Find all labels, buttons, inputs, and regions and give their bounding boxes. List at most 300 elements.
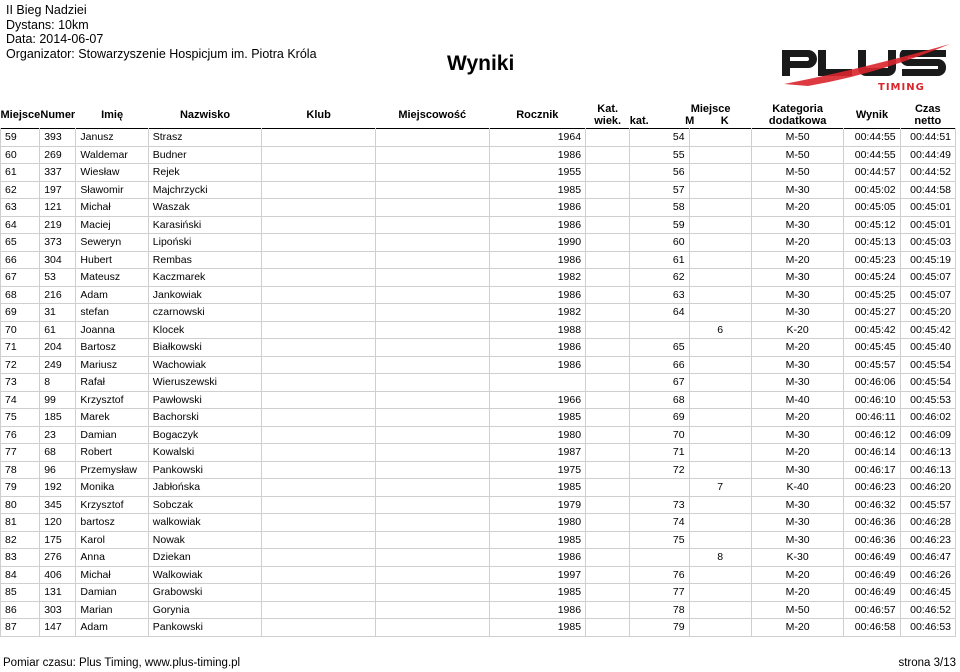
cell-place: 74 (1, 391, 40, 409)
cell-city (375, 584, 489, 602)
cell-city (375, 461, 489, 479)
cell-age-category (586, 531, 630, 549)
cell-net-time: 00:45:53 (900, 391, 955, 409)
cell-category-place-k (689, 444, 751, 462)
cell-category-place-m: 65 (630, 339, 689, 357)
cell-extra-category: M-30 (751, 514, 843, 532)
table-header (1, 102, 956, 129)
cell-number: 303 (40, 601, 76, 619)
cell-last-name: Grabowski (148, 584, 262, 602)
cell-first-name: Mariusz (76, 356, 148, 374)
cell-place: 85 (1, 584, 40, 602)
cell-year: 1980 (489, 426, 586, 444)
cell-net-time: 00:45:54 (900, 356, 955, 374)
cell-category-place-m: 59 (630, 216, 689, 234)
cell-number: 121 (40, 199, 76, 217)
cell-extra-category: M-30 (751, 461, 843, 479)
cell-category-place-m: 71 (630, 444, 689, 462)
cell-extra-category: M-50 (751, 146, 843, 164)
cell-net-time: 00:45:54 (900, 374, 955, 392)
cell-year: 1986 (489, 356, 586, 374)
results-table (0, 102, 956, 637)
cell-first-name: Krzysztof (76, 496, 148, 514)
cell-year: 1975 (489, 461, 586, 479)
table-row (1, 251, 956, 269)
cell-place: 84 (1, 566, 40, 584)
cell-last-name: Majchrzycki (148, 181, 262, 199)
cell-city (375, 566, 489, 584)
cell-last-name: Wachowiak (148, 356, 262, 374)
cell-category-place-m (630, 321, 689, 339)
cell-age-category (586, 461, 630, 479)
cell-first-name: Rafał (76, 374, 148, 392)
cell-category-place-m: 54 (630, 129, 689, 147)
cell-place: 82 (1, 531, 40, 549)
cell-year: 1979 (489, 496, 586, 514)
cell-net-time: 00:45:19 (900, 251, 955, 269)
cell-extra-category: M-50 (751, 129, 843, 147)
cell-net-time: 00:45:01 (900, 199, 955, 217)
cell-last-name: Nowak (148, 531, 262, 549)
cell-category-place-k (689, 374, 751, 392)
col-number: Numer (40, 109, 76, 121)
event-name: II Bieg Nadziei (6, 3, 87, 17)
cell-number: 219 (40, 216, 76, 234)
cell-year: 1988 (489, 321, 586, 339)
cell-result: 00:45:25 (844, 286, 900, 304)
cell-club (262, 531, 376, 549)
cell-age-category (586, 146, 630, 164)
cell-place: 62 (1, 181, 40, 199)
cell-result: 00:46:12 (844, 426, 900, 444)
cell-category-place-k (689, 181, 751, 199)
cell-category-place-k (689, 339, 751, 357)
cell-category-place-k (689, 584, 751, 602)
cell-result: 00:46:11 (844, 409, 900, 427)
cell-first-name: Robert (76, 444, 148, 462)
cell-result: 00:46:23 (844, 479, 900, 497)
cell-city (375, 479, 489, 497)
page-title: Wyniki (447, 52, 515, 75)
cell-extra-category: M-20 (751, 199, 843, 217)
col-age-category-line1: Kat. (597, 103, 619, 115)
cell-category-place-m: 60 (630, 234, 689, 252)
cell-place: 87 (1, 619, 40, 637)
cell-category-place-m: 78 (630, 601, 689, 619)
table-row (1, 514, 956, 532)
cell-net-time: 00:45:03 (900, 234, 955, 252)
cell-category-place-k (689, 269, 751, 287)
cell-club (262, 619, 376, 637)
table-row (1, 164, 956, 182)
cell-category-place-m: 66 (630, 356, 689, 374)
col-first-name: Imię (101, 109, 124, 121)
cell-club (262, 426, 376, 444)
cell-club (262, 514, 376, 532)
col-category-place-title: Miejsce (690, 103, 731, 115)
cell-city (375, 426, 489, 444)
cell-club (262, 146, 376, 164)
cell-age-category (586, 286, 630, 304)
cell-club (262, 461, 376, 479)
cell-category-place-k (689, 566, 751, 584)
cell-first-name: Damian (76, 426, 148, 444)
cell-age-category (586, 181, 630, 199)
cell-number: 23 (40, 426, 76, 444)
cell-net-time: 00:46:47 (900, 549, 955, 567)
cell-age-category (586, 129, 630, 147)
cell-extra-category: M-30 (751, 216, 843, 234)
cell-club (262, 479, 376, 497)
table-row (1, 426, 956, 444)
cell-category-place-k (689, 164, 751, 182)
cell-place: 75 (1, 409, 40, 427)
cell-result: 00:45:02 (844, 181, 900, 199)
cell-extra-category: M-30 (751, 286, 843, 304)
cell-net-time: 00:45:42 (900, 321, 955, 339)
logo-subtitle: TIMING (878, 82, 925, 92)
cell-number: 192 (40, 479, 76, 497)
cell-year: 1986 (489, 601, 586, 619)
cell-category-place-k: 8 (689, 549, 751, 567)
cell-category-place-k (689, 146, 751, 164)
cell-extra-category: M-40 (751, 391, 843, 409)
table-row (1, 619, 956, 637)
cell-number: 175 (40, 531, 76, 549)
table-row (1, 339, 956, 357)
cell-extra-category: M-20 (751, 566, 843, 584)
cell-number: 61 (40, 321, 76, 339)
cell-net-time: 00:46:20 (900, 479, 955, 497)
cell-city (375, 216, 489, 234)
cell-net-time: 00:46:13 (900, 461, 955, 479)
cell-category-place-k (689, 496, 751, 514)
cell-club (262, 601, 376, 619)
cell-place: 66 (1, 251, 40, 269)
cell-city (375, 199, 489, 217)
cell-city (375, 339, 489, 357)
cell-first-name: Damian (76, 584, 148, 602)
table-row (1, 321, 956, 339)
footer-credit: Pomiar czasu: Plus Timing, www.plus-timing.pl (3, 657, 241, 669)
cell-place: 86 (1, 601, 40, 619)
cell-age-category (586, 321, 630, 339)
cell-result: 00:45:42 (844, 321, 900, 339)
cell-club (262, 339, 376, 357)
cell-last-name: walkowiak (148, 514, 262, 532)
cell-year: 1986 (489, 339, 586, 357)
cell-club (262, 251, 376, 269)
cell-place: 68 (1, 286, 40, 304)
cell-last-name: Dziekan (148, 549, 262, 567)
cell-year: 1986 (489, 199, 586, 217)
cell-category-place-k (689, 601, 751, 619)
cell-first-name: Maciej (76, 216, 148, 234)
cell-age-category (586, 619, 630, 637)
cell-place: 64 (1, 216, 40, 234)
cell-city (375, 619, 489, 637)
cell-result: 00:45:13 (844, 234, 900, 252)
cell-category-place-m: 77 (630, 584, 689, 602)
cell-category-place-k: 7 (689, 479, 751, 497)
cell-category-place-m: 74 (630, 514, 689, 532)
cell-number: 96 (40, 461, 76, 479)
cell-age-category (586, 514, 630, 532)
cell-last-name: Rembas (148, 251, 262, 269)
cell-club (262, 234, 376, 252)
cell-age-category (586, 479, 630, 497)
cell-age-category (586, 164, 630, 182)
cell-place: 65 (1, 234, 40, 252)
table-row (1, 479, 956, 497)
cell-last-name: Jankowiak (148, 286, 262, 304)
cell-city (375, 531, 489, 549)
cell-net-time: 00:45:57 (900, 496, 955, 514)
cell-club (262, 409, 376, 427)
cell-result: 00:45:27 (844, 304, 900, 322)
cell-result: 00:46:06 (844, 374, 900, 392)
cell-city (375, 286, 489, 304)
cell-category-place-k (689, 619, 751, 637)
cell-place: 76 (1, 426, 40, 444)
cell-category-place-k (689, 391, 751, 409)
cell-club (262, 374, 376, 392)
table-row (1, 461, 956, 479)
cell-year: 1982 (489, 269, 586, 287)
cell-extra-category: M-20 (751, 339, 843, 357)
cell-year: 1966 (489, 391, 586, 409)
cell-net-time: 00:45:01 (900, 216, 955, 234)
cell-result: 00:46:49 (844, 549, 900, 567)
cell-net-time: 00:45:07 (900, 286, 955, 304)
table-row (1, 129, 956, 147)
cell-number: 99 (40, 391, 76, 409)
cell-first-name: Joanna (76, 321, 148, 339)
cell-extra-category: M-30 (751, 374, 843, 392)
cell-place: 78 (1, 461, 40, 479)
cell-last-name: Jabłońska (148, 479, 262, 497)
cell-first-name: Michał (76, 566, 148, 584)
cell-club (262, 181, 376, 199)
event-info (6, 3, 317, 61)
cell-extra-category: M-20 (751, 444, 843, 462)
table-row (1, 269, 956, 287)
cell-result: 00:46:36 (844, 514, 900, 532)
cell-age-category (586, 391, 630, 409)
cell-age-category (586, 339, 630, 357)
cell-first-name: Waldemar (76, 146, 148, 164)
cell-extra-category: M-30 (751, 269, 843, 287)
cell-last-name: czarnowski (148, 304, 262, 322)
cell-year: 1964 (489, 129, 586, 147)
cell-number: 204 (40, 339, 76, 357)
cell-city (375, 129, 489, 147)
cell-place: 72 (1, 356, 40, 374)
cell-year: 1986 (489, 146, 586, 164)
cell-category-place-m: 70 (630, 426, 689, 444)
cell-category-place-m: 73 (630, 496, 689, 514)
cell-first-name: Hubert (76, 251, 148, 269)
cell-place: 69 (1, 304, 40, 322)
cell-city (375, 374, 489, 392)
cell-number: 120 (40, 514, 76, 532)
cell-net-time: 00:46:53 (900, 619, 955, 637)
cell-first-name: Adam (76, 619, 148, 637)
cell-extra-category: M-20 (751, 584, 843, 602)
cell-category-place-m: 61 (630, 251, 689, 269)
cell-extra-category: M-30 (751, 531, 843, 549)
cell-year: 1986 (489, 216, 586, 234)
cell-year: 1990 (489, 234, 586, 252)
cell-result: 00:44:55 (844, 146, 900, 164)
cell-last-name: Białkowski (148, 339, 262, 357)
cell-club (262, 286, 376, 304)
cell-net-time: 00:44:51 (900, 129, 955, 147)
event-organizer: Organizator: Stowarzyszenie Hospicjum im. Piotra Króla (6, 46, 317, 61)
cell-category-place-m: 62 (630, 269, 689, 287)
cell-place: 63 (1, 199, 40, 217)
cell-age-category (586, 566, 630, 584)
table-row (1, 146, 956, 164)
cell-number: 373 (40, 234, 76, 252)
cell-year: 1985 (489, 479, 586, 497)
cell-age-category (586, 584, 630, 602)
table-row (1, 531, 956, 549)
table-row (1, 566, 956, 584)
cell-category-place-m: 72 (630, 461, 689, 479)
cell-category-place-k (689, 251, 751, 269)
cell-place: 71 (1, 339, 40, 357)
cell-age-category (586, 601, 630, 619)
cell-year: 1985 (489, 584, 586, 602)
cell-number: 345 (40, 496, 76, 514)
cell-result: 00:46:58 (844, 619, 900, 637)
cell-category-place-k (689, 216, 751, 234)
cell-category-place-k (689, 514, 751, 532)
cell-city (375, 234, 489, 252)
table-row (1, 496, 956, 514)
cell-result: 00:46:49 (844, 584, 900, 602)
col-result: Wynik (855, 109, 889, 121)
table-row (1, 584, 956, 602)
cell-extra-category: M-30 (751, 426, 843, 444)
cell-result: 00:46:14 (844, 444, 900, 462)
cell-last-name: Klocek (148, 321, 262, 339)
event-date: Data: 2014-06-07 (6, 32, 104, 46)
cell-club (262, 584, 376, 602)
cell-age-category (586, 269, 630, 287)
cell-extra-category: M-20 (751, 409, 843, 427)
cell-last-name: Gorynia (148, 601, 262, 619)
cell-extra-category: K-30 (751, 549, 843, 567)
cell-last-name: Waszak (148, 199, 262, 217)
cell-first-name: Karol (76, 531, 148, 549)
cell-first-name: Sławomir (76, 181, 148, 199)
cell-city (375, 251, 489, 269)
cell-age-category (586, 549, 630, 567)
table-row (1, 391, 956, 409)
cell-result: 00:46:17 (844, 461, 900, 479)
cell-first-name: Adam (76, 286, 148, 304)
cell-first-name: bartosz (76, 514, 148, 532)
cell-net-time: 00:45:40 (900, 339, 955, 357)
table-row (1, 549, 956, 567)
table-row (1, 356, 956, 374)
table-row (1, 181, 956, 199)
cell-result: 00:45:23 (844, 251, 900, 269)
cell-club (262, 199, 376, 217)
cell-extra-category: M-30 (751, 304, 843, 322)
cell-last-name: Walkowiak (148, 566, 262, 584)
col-net-time: Czas netto (914, 103, 942, 127)
cell-year: 1986 (489, 251, 586, 269)
col-extra-category: Kategoria dodatkowa (768, 103, 827, 127)
cell-last-name: Rejek (148, 164, 262, 182)
cell-category-place-k (689, 199, 751, 217)
cell-city (375, 269, 489, 287)
cell-category-place-k (689, 286, 751, 304)
cell-net-time: 00:46:45 (900, 584, 955, 602)
cell-age-category (586, 356, 630, 374)
cell-net-time: 00:46:52 (900, 601, 955, 619)
cell-year (489, 374, 586, 392)
cell-year: 1985 (489, 531, 586, 549)
cell-age-category (586, 234, 630, 252)
cell-last-name: Kowalski (148, 444, 262, 462)
cell-extra-category: M-30 (751, 496, 843, 514)
cell-category-place-m: 68 (630, 391, 689, 409)
cell-place: 79 (1, 479, 40, 497)
cell-number: 249 (40, 356, 76, 374)
table-row (1, 444, 956, 462)
table-row (1, 304, 956, 322)
cell-first-name: Marek (76, 409, 148, 427)
cell-last-name: Sobczak (148, 496, 262, 514)
cell-net-time: 00:46:02 (900, 409, 955, 427)
cell-net-time: 00:46:23 (900, 531, 955, 549)
cell-number: 131 (40, 584, 76, 602)
table-row (1, 286, 956, 304)
cell-year: 1997 (489, 566, 586, 584)
cell-year: 1985 (489, 619, 586, 637)
cell-net-time: 00:44:58 (900, 181, 955, 199)
cell-city (375, 496, 489, 514)
cell-city (375, 444, 489, 462)
cell-result: 00:46:10 (844, 391, 900, 409)
cell-club (262, 216, 376, 234)
cell-category-place-k (689, 304, 751, 322)
cell-category-place-m: 55 (630, 146, 689, 164)
cell-category-place-m: 58 (630, 199, 689, 217)
cell-place: 61 (1, 164, 40, 182)
cell-category-place-m: 63 (630, 286, 689, 304)
cell-city (375, 514, 489, 532)
cell-category-place-k (689, 356, 751, 374)
cell-year: 1985 (489, 409, 586, 427)
cell-result: 00:44:57 (844, 164, 900, 182)
cell-year: 1986 (489, 549, 586, 567)
cell-last-name: Pawłowski (148, 391, 262, 409)
cell-last-name: Karasiński (148, 216, 262, 234)
cell-last-name: Strasz (148, 129, 262, 147)
cell-category-place-k (689, 234, 751, 252)
cell-age-category (586, 374, 630, 392)
cell-year: 1987 (489, 444, 586, 462)
cell-number: 8 (40, 374, 76, 392)
cell-category-place-m: 56 (630, 164, 689, 182)
cell-first-name: Bartosz (76, 339, 148, 357)
col-club: Klub (306, 109, 331, 121)
